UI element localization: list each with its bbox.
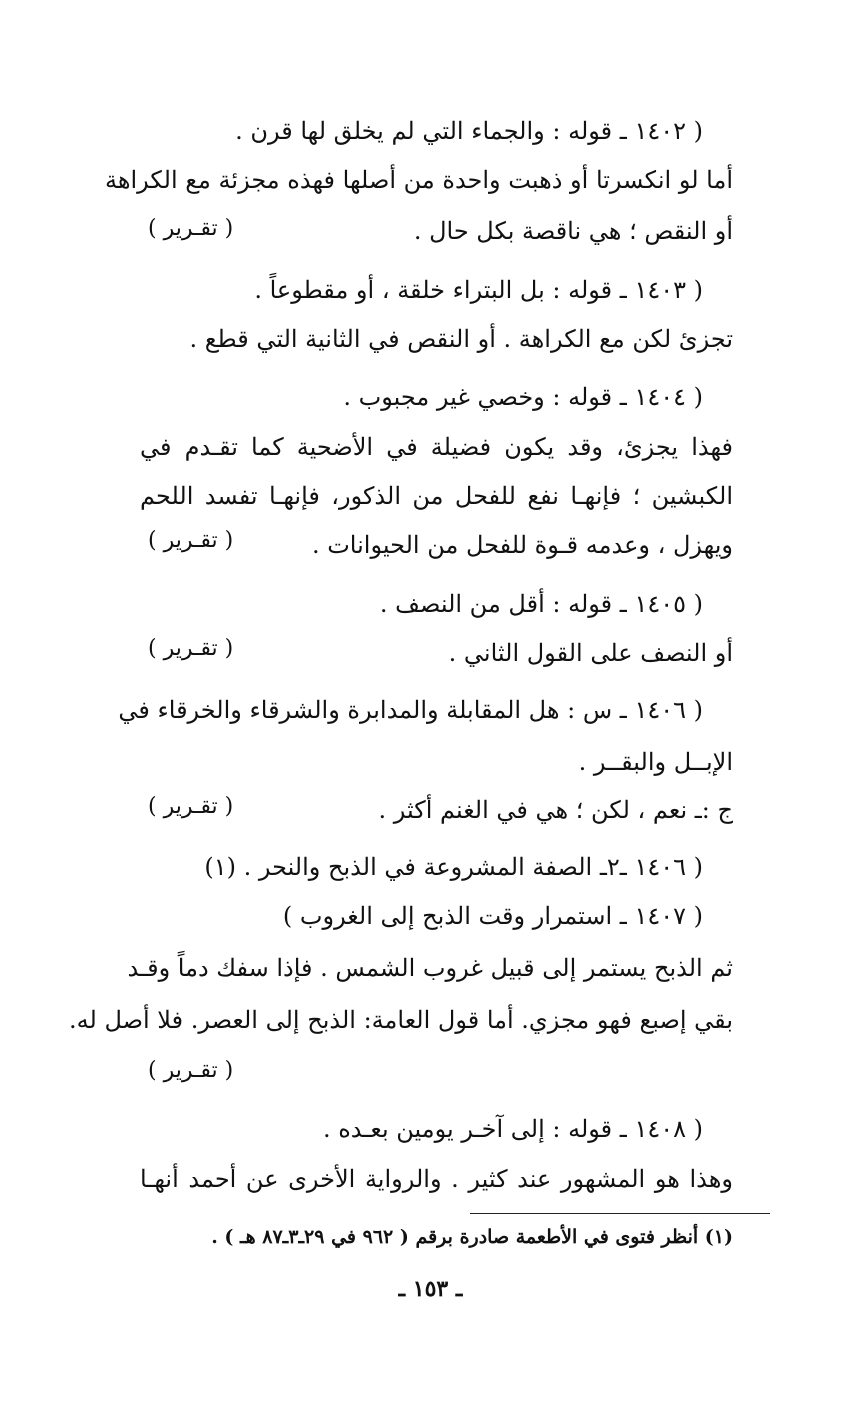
text-line-1402: ( ١٤٠٢ ـ قوله : والجماء التي لم يخلق لها قرن . — [235, 117, 703, 145]
text-line: أما لو انكسرتا أو ذهبت واحدة من أصلها فهذه مجزئة مع الكراهة — [104, 166, 733, 194]
text-line: وهذا هو المشهور عند كثير . والرواية الأخرى عن أحمد أنهـا — [140, 1165, 733, 1193]
text-line-1408: ( ١٤٠٨ ـ قوله : إلى آخـر يومين بعـده . — [322, 1115, 703, 1143]
text-line: ويهزل ، وعدمه قـوة للفحل من الحيوانات . — [311, 531, 733, 559]
text-line-1403: ( ١٤٠٣ ـ قوله : بل البتراء خلقة ، أو مقطوعاً . — [254, 276, 703, 304]
taqrir-label: ( تقـرير ) — [148, 1058, 234, 1083]
taqrir-label: ( تقـرير ) — [148, 636, 234, 661]
text-line: ثم الذبح يستمر إلى قبيل غروب الشمس . فإذا سفك دماً وقـد — [127, 954, 733, 982]
text-line: بقي إصبع فهو مجزي. أما قول العامة: الذبح إلى العصر. فلا أصل له. — [69, 1006, 733, 1034]
text-line-1407: ( ١٤٠٧ ـ استمرار وقت الذبح إلى الغروب ) — [282, 902, 703, 930]
text-line: أو النقص ؛ هي ناقصة بكل حال . — [413, 217, 733, 245]
footnote: (١) أنظر فتوى في الأطعمة صادرة برقم ( ٩٦٢ في ٢٩ـ٣ـ٨٧ هـ ) . — [211, 1226, 733, 1248]
text-line: تجزئ لكن مع الكراهة . أو النقص في الثانية التي قطع . — [189, 325, 733, 353]
footnote-separator — [470, 1213, 770, 1214]
text-line: أو النصف على القول الثاني . — [448, 639, 733, 667]
text-line-1406-2: ( ١٤٠٦ ـ٢ـ الصفة المشروعة في الذبح والنحر . (١) — [204, 853, 703, 881]
page-number: ـ ١٥٣ ـ — [398, 1276, 463, 1302]
text-line-1406: ( ١٤٠٦ ـ س : هل المقابلة والمدابرة والشرقاء والخرقاء في — [118, 696, 703, 724]
taqrir-label: ( تقـرير ) — [148, 528, 234, 553]
text-line: فهذا يجزئ، وقد يكون فضيلة في الأضحية كما تقـدم في — [140, 433, 733, 461]
text-line: الكبشين ؛ فإنهـا نفع للفحل من الذكور، فإنهـا تفسد اللحم — [140, 482, 733, 510]
taqrir-label: ( تقـرير ) — [148, 794, 234, 819]
text-line: الإبــل والبقــر . — [578, 748, 733, 776]
text-line-1405: ( ١٤٠٥ ـ قوله : أقل من النصف . — [379, 590, 703, 618]
text-line: ج :ـ نعم ، لكن ؛ هي في الغنم أكثر . — [378, 796, 733, 824]
taqrir-label: ( تقـرير ) — [148, 216, 234, 241]
text-line-1404: ( ١٤٠٤ ـ قوله : وخصي غير مجبوب . — [343, 383, 703, 411]
